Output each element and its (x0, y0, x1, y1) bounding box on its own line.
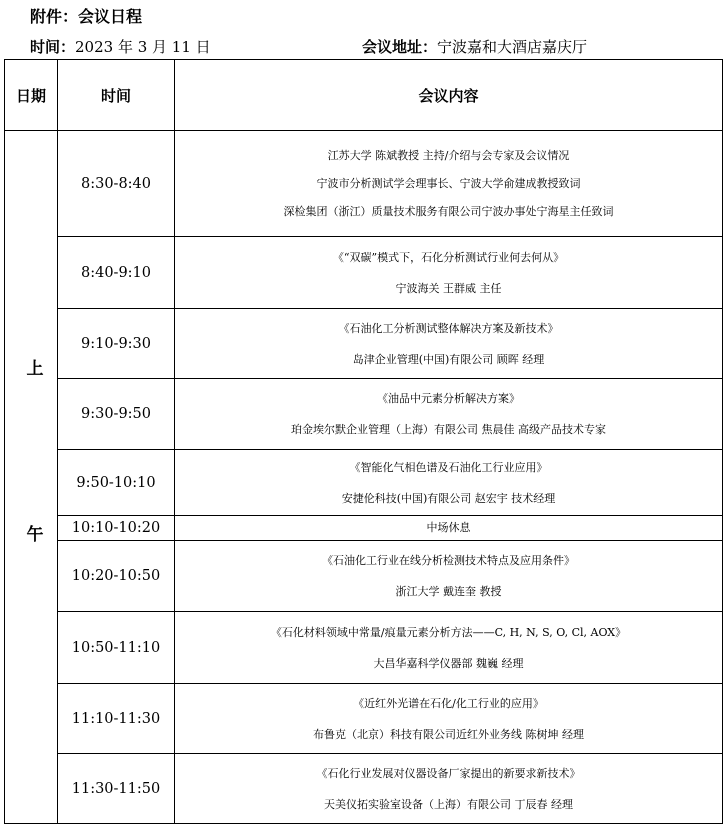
agenda-row (5, 516, 723, 541)
content-line: 《“双碳”模式下，石化分析测试行业何去何从》 (332, 250, 565, 264)
content-cell (175, 237, 723, 309)
header-time: 时间 (58, 60, 175, 131)
agenda-row (5, 131, 723, 237)
header-date: 日期 (5, 60, 58, 131)
period-char: 上 (26, 358, 44, 379)
content-cell (175, 309, 723, 379)
time-cell: 11:30-11:50 (58, 754, 175, 824)
content-line: 岛津企业管理(中国)有限公司 顾晖 经理 (352, 352, 545, 366)
agenda-row (5, 379, 723, 450)
content-line: 《石化行业发展对仪器设备厂家提出的新要求新技术》 (316, 766, 581, 780)
agenda-row (5, 450, 723, 516)
agenda-row (5, 612, 723, 684)
agenda-body (5, 131, 723, 824)
time-cell: 9:50-10:10 (58, 450, 175, 516)
time-cell: 10:10-10:20 (58, 516, 175, 541)
agenda-row (5, 237, 723, 309)
venue-value: 宁波嘉和大酒店嘉庆厅 (437, 38, 588, 56)
content-line: 宁波市分析测试学会理事长、宁波大学俞建成教授致词 (316, 176, 581, 190)
meeting-time (30, 36, 211, 57)
time-cell: 8:30-8:40 (58, 131, 175, 237)
content-line: 布鲁克（北京）科技有限公司近红外业务线 陈树坤 经理 (313, 727, 584, 741)
content-line: 宁波海关 王群威 主任 (395, 281, 502, 295)
time-cell: 9:10-9:30 (58, 309, 175, 379)
time-cell: 10:50-11:10 (58, 612, 175, 684)
content-cell (175, 450, 723, 516)
content-cell (175, 541, 723, 612)
content-line: 《石油化工行业在线分析检测技术特点及应用条件》 (322, 554, 575, 567)
content-line: 《石化材料领域中常量/痕量元素分析方法——C, H, N, S, O, Cl, AOX》 (270, 625, 627, 639)
content-line: 江苏大学 陈斌教授 主持/介绍与会专家及会议情况 (327, 148, 570, 162)
agenda-row (5, 684, 723, 754)
content-line: 《近红外光谱在石化/化工行业的应用》 (353, 696, 544, 710)
time-cell: 11:10-11:30 (58, 684, 175, 754)
content-line: 《石油化工分析测试整体解决方案及新技术》 (338, 321, 559, 335)
period-cell (5, 131, 58, 824)
meeting-venue (362, 36, 587, 57)
time-value: 2023 年 3 月 11 日 (75, 38, 211, 56)
agenda-row (5, 541, 723, 612)
agenda-row (5, 754, 723, 824)
time-cell: 9:30-9:50 (58, 379, 175, 450)
agenda-row (5, 309, 723, 379)
header-content: 会议内容 (175, 60, 723, 131)
content-cell (175, 684, 723, 754)
content-cell (175, 612, 723, 684)
venue-label: 会议地址： (362, 38, 438, 56)
content-line: 中场休息 (426, 521, 471, 534)
time-cell: 10:20-10:50 (58, 541, 175, 612)
page-heading: 附件：会议日程 (30, 7, 143, 26)
content-line: 天美仪拓实验室设备（上海）有限公司 丁辰春 经理 (324, 797, 573, 811)
content-line: 浙江大学 戴连奎 教授 (395, 585, 502, 598)
content-line: 深检集团（浙江）质量技术服务有限公司宁波办事处宁海星主任致词 (283, 204, 614, 218)
content-line: 安捷伦科技(中国)有限公司 赵宏宇 技术经理 (341, 491, 556, 505)
content-cell (175, 754, 723, 824)
content-cell (175, 131, 723, 237)
agenda-table (4, 59, 723, 824)
content-line: 《油品中元素分析解决方案》 (377, 392, 520, 405)
content-cell (175, 379, 723, 450)
time-label: 时间： (30, 38, 76, 56)
content-line: 大昌华嘉科学仪器部 魏巍 经理 (373, 656, 524, 670)
time-cell: 8:40-9:10 (58, 237, 175, 309)
content-line: 珀金埃尔默企业管理（上海）有限公司 焦晨佳 高级产品技术专家 (291, 423, 606, 436)
content-cell (175, 516, 723, 541)
header-row (5, 60, 723, 131)
period-char: 午 (26, 524, 44, 545)
content-line: 《智能化气相色谱及石油化工行业应用》 (349, 460, 548, 474)
